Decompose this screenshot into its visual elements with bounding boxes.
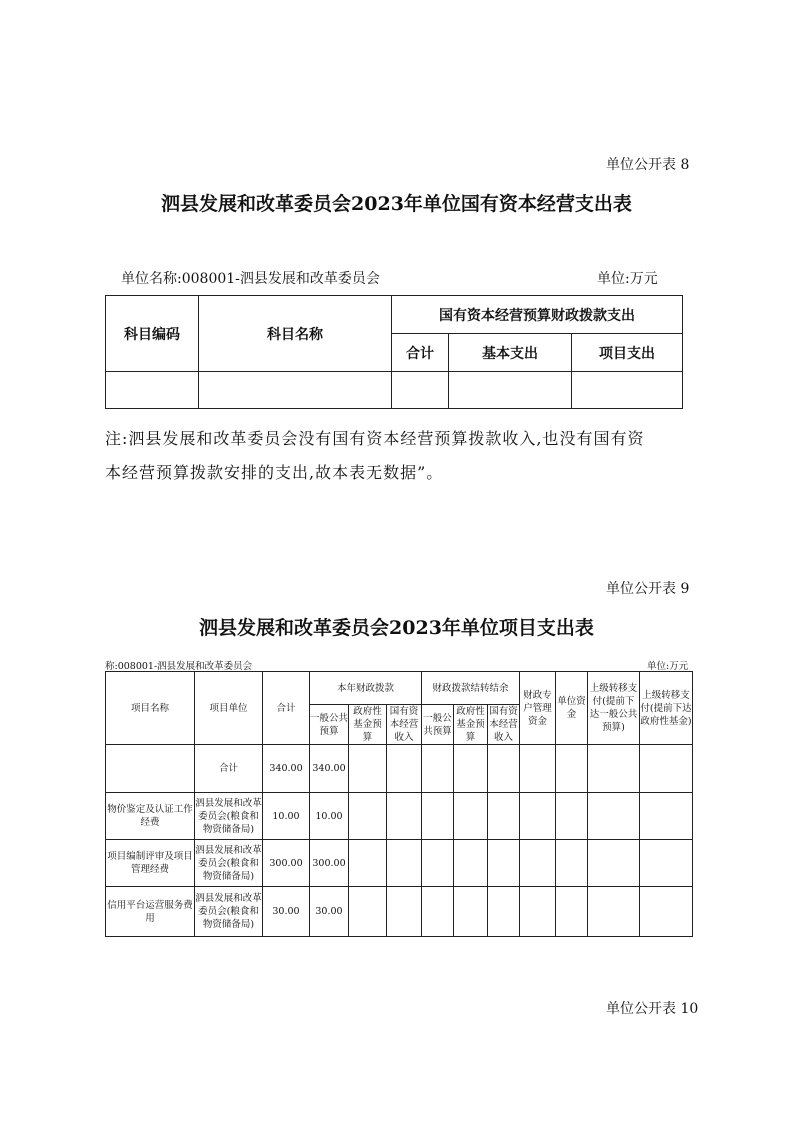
- cell: [422, 840, 454, 887]
- cell: [454, 793, 488, 840]
- unit-label-9: 单位:万元: [647, 661, 689, 672]
- cell: [387, 745, 422, 793]
- table-tag-10: 单位公开表 10: [606, 1001, 699, 1017]
- row-project-unit: 泗县发展和改革委员会(粮食和物资储备局): [195, 793, 263, 840]
- cell: [422, 887, 454, 937]
- cell: [640, 887, 693, 937]
- cell: [520, 840, 556, 887]
- cell: [588, 793, 640, 840]
- cell: [392, 372, 449, 409]
- header-project: 项目支出: [572, 334, 683, 372]
- note-line-2: 本经营预算拨款安排的支出,故本表无数据”。: [105, 463, 444, 482]
- row-project-unit: 合计: [195, 745, 263, 793]
- header-total: 合计: [263, 672, 310, 745]
- table-row: [106, 372, 683, 409]
- cell: [640, 793, 693, 840]
- cell: [488, 745, 520, 793]
- table-tag-9: 单位公开表 9: [606, 581, 690, 597]
- cell: [387, 887, 422, 937]
- cell: [556, 887, 588, 937]
- cell: [488, 887, 520, 937]
- unit-name-8: 单位名称:008001-泗县发展和改革委员会: [121, 271, 380, 287]
- cell: [349, 745, 387, 793]
- header-subject-name: 科目名称: [199, 296, 392, 372]
- cell: [422, 793, 454, 840]
- header-total: 合计: [392, 334, 449, 372]
- row-project-name: 项目编制评审及项目管理经费: [106, 840, 195, 887]
- row-total: 300.00: [263, 840, 310, 887]
- state-capital-expense-table: [105, 295, 683, 409]
- header-project-unit: 项目单位: [195, 672, 263, 745]
- header-transfer-fund: 上级转移支付(提前下达政府性基金): [640, 672, 693, 745]
- cell: [488, 793, 520, 840]
- cell: [556, 745, 588, 793]
- row-project-unit: 泗县发展和改革委员会(粮食和物资储备局): [195, 887, 263, 937]
- cell: [454, 745, 488, 793]
- header-carry-general: 一般公共预算: [422, 705, 454, 745]
- page-title-8: 泗县发展和改革委员会2023年单位国有资本经营支出表: [161, 193, 632, 215]
- row-project-name: 信用平台运营服务费用: [106, 887, 195, 937]
- cell: [106, 372, 199, 409]
- header-basic: 基本支出: [449, 334, 572, 372]
- row-total: 30.00: [263, 887, 310, 937]
- table-row: [106, 887, 693, 937]
- cell: [588, 840, 640, 887]
- header-carry-state-capital: 国有资本经营收入: [489, 706, 518, 743]
- row-total: 340.00: [263, 745, 310, 793]
- header-subject-code: 科目编码: [106, 296, 199, 372]
- cell: [454, 840, 488, 887]
- cell: [488, 840, 520, 887]
- cell: [387, 793, 422, 840]
- table-tag-8: 单位公开表 8: [606, 157, 690, 173]
- cell: [520, 745, 556, 793]
- cell: [640, 840, 693, 887]
- cell: [520, 887, 556, 937]
- cell: [349, 887, 387, 937]
- row-general-budget: 10.00: [310, 793, 349, 840]
- page-title-9: 泗县发展和改革委员会2023年单位项目支出表: [199, 617, 594, 639]
- row-total: 10.00: [263, 793, 310, 840]
- cell: [349, 840, 387, 887]
- unit-name-9: 称:008001-泗县发展和改革委员会: [105, 661, 253, 672]
- table-row: [106, 745, 693, 793]
- cell: [454, 887, 488, 937]
- cell: [520, 793, 556, 840]
- cell: [556, 840, 588, 887]
- unit-label-8: 单位:万元: [597, 271, 658, 287]
- cell: [572, 372, 683, 409]
- cell: [199, 372, 392, 409]
- cell: [387, 840, 422, 887]
- header-carry-gov-fund: 政府性基金预算: [454, 705, 488, 745]
- table-row: [106, 793, 693, 840]
- table-row: [106, 840, 693, 887]
- cell: [556, 793, 588, 840]
- row-general-budget: 340.00: [310, 745, 349, 793]
- cell: [588, 745, 640, 793]
- project-expense-table: [105, 671, 693, 937]
- note-line-1: 注:泗县发展和改革委员会没有国有资本经营预算拨款收入,也没有国有资: [105, 429, 645, 448]
- row-project-name: 物价鉴定及认证工作经费: [106, 793, 195, 840]
- header-gov-fund: 政府性基金预算: [349, 705, 387, 745]
- header-project-name: 项目名称: [106, 672, 195, 745]
- header-unit-fund: 单位资金: [556, 672, 588, 745]
- header-state-capital-group: 国有资本经营预算财政拨款支出: [392, 296, 683, 334]
- header-transfer-general: 上级转移支付(提前下达一般公共预算): [588, 672, 640, 745]
- row-general-budget: 30.00: [310, 887, 349, 937]
- header-special-fund: 财政专户管理资金: [520, 672, 556, 745]
- header-current-year: 本年财政拨款: [310, 672, 422, 705]
- header-state-capital: 国有资本经营收入: [387, 705, 422, 745]
- header-general-budget: 一般公共预算: [310, 705, 349, 745]
- row-project-unit: 泗县发展和改革委员会(粮食和物资储备局): [195, 840, 263, 887]
- cell: [349, 793, 387, 840]
- row-general-budget: 300.00: [310, 840, 349, 887]
- header-carryover: 财政拨款结转结余: [422, 672, 520, 705]
- cell: [449, 372, 572, 409]
- cell: [588, 887, 640, 937]
- row-project-name: [106, 745, 195, 793]
- cell: [422, 745, 454, 793]
- cell: [640, 745, 693, 793]
